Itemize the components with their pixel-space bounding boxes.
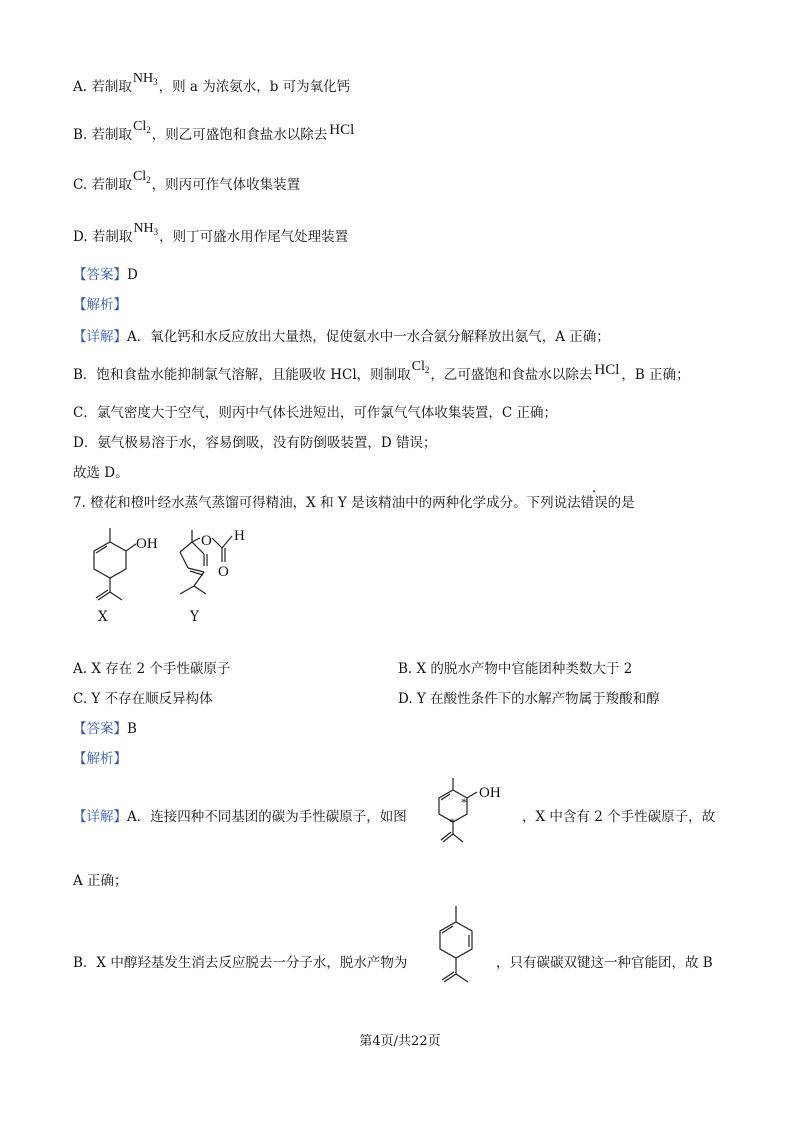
molecule-y [168, 522, 268, 612]
option-d-prev: D. 若制取$NH_3$，则丁可盛水用作尾气处理装置 [73, 221, 349, 245]
option-c-prev: C. 若制取$Cl_2$，则丙可作气体收集装置 [73, 169, 301, 193]
detail-7-a-cont: ，X 中含有 2 个手性碳原子，故 [522, 809, 716, 825]
emphasis-dots: 错误 [580, 495, 608, 511]
molecule-y-label: Y [190, 609, 199, 625]
x-oh-label: OH [136, 536, 158, 552]
detail-6-b: B．饱和食盐水能抑制氯气溶解，且能吸收 HCl，则制取$Cl_2$，乙可盛饱和食盐水以除去 HCl ，B 正确； [73, 359, 690, 383]
y-o-atom: O [201, 533, 212, 549]
q7-option-b: B. X 的脱水产物中官能团种类数大于 2 [398, 661, 633, 677]
y-carbonyl-o: O [218, 564, 229, 580]
chiral-star-1: * [461, 795, 467, 809]
q7-option-c: C. Y 不存在顺反异构体 [73, 691, 213, 707]
option-b-prev: B. 若制取$Cl_2$，则乙可盛饱和食盐水以除去 HCl [73, 119, 355, 143]
q7-option-d: D. Y 在酸性条件下的水解产物属于羧酸和醇 [398, 691, 660, 707]
chiral-star-2: * [449, 815, 455, 829]
detail-6-c: C．氯气密度大于空气，则丙中气体长进短出，可作氯气气体收集装置，C 正确； [73, 405, 557, 421]
detail-6-conclusion: 故选 D。 [73, 465, 129, 481]
y-h-atom: H [234, 528, 245, 544]
detail-6-a: 【详解】A．氧化钙和水反应放出大量热，促使氨水中一水合氨分解释放出氨气，A 正确； [73, 329, 610, 345]
answer-7: 【答案】B [73, 721, 137, 737]
detail-7-a-end: A 正确； [73, 873, 128, 889]
molecule-x-label: X [98, 609, 108, 625]
x-chiral-oh: OH [479, 785, 501, 801]
detail-6-d: D．氨气极易溶于水，容易倒吸，没有防倒吸装置，D 错误； [73, 435, 437, 451]
molecule-dehydration-product [428, 904, 498, 1004]
answer-6: 【答案】D [73, 267, 138, 283]
molecule-x [80, 520, 170, 620]
analysis-6-label: 【解析】 [73, 297, 127, 313]
option-a-prev: A. 若制取$NH_3$，则 a 为浓氨水，b 可为氧化钙 [73, 71, 351, 95]
detail-7-b: B．X 中醇羟基发生消去反应脱去一分子水，脱水产物为 [73, 955, 408, 971]
detail-7-b-cont: ，只有碳碳双键这一种官能团，故 B [496, 955, 713, 971]
page-footer: 第4页/共22页 [359, 1034, 441, 1049]
question-7-stem: 7. 橙花和橙叶经水蒸气蒸馏可得精油，X 和 Y 是该精油中的两种化学成分。下列说法错误的是 [73, 495, 635, 511]
detail-7-a: 【详解】A．连接四种不同基团的碳为手性碳原子，如图 [73, 809, 407, 825]
analysis-7-label: 【解析】 [73, 751, 127, 767]
q7-option-a: A. X 存在 2 个手性碳原子 [73, 661, 231, 677]
molecule-x-chiral [425, 776, 515, 856]
